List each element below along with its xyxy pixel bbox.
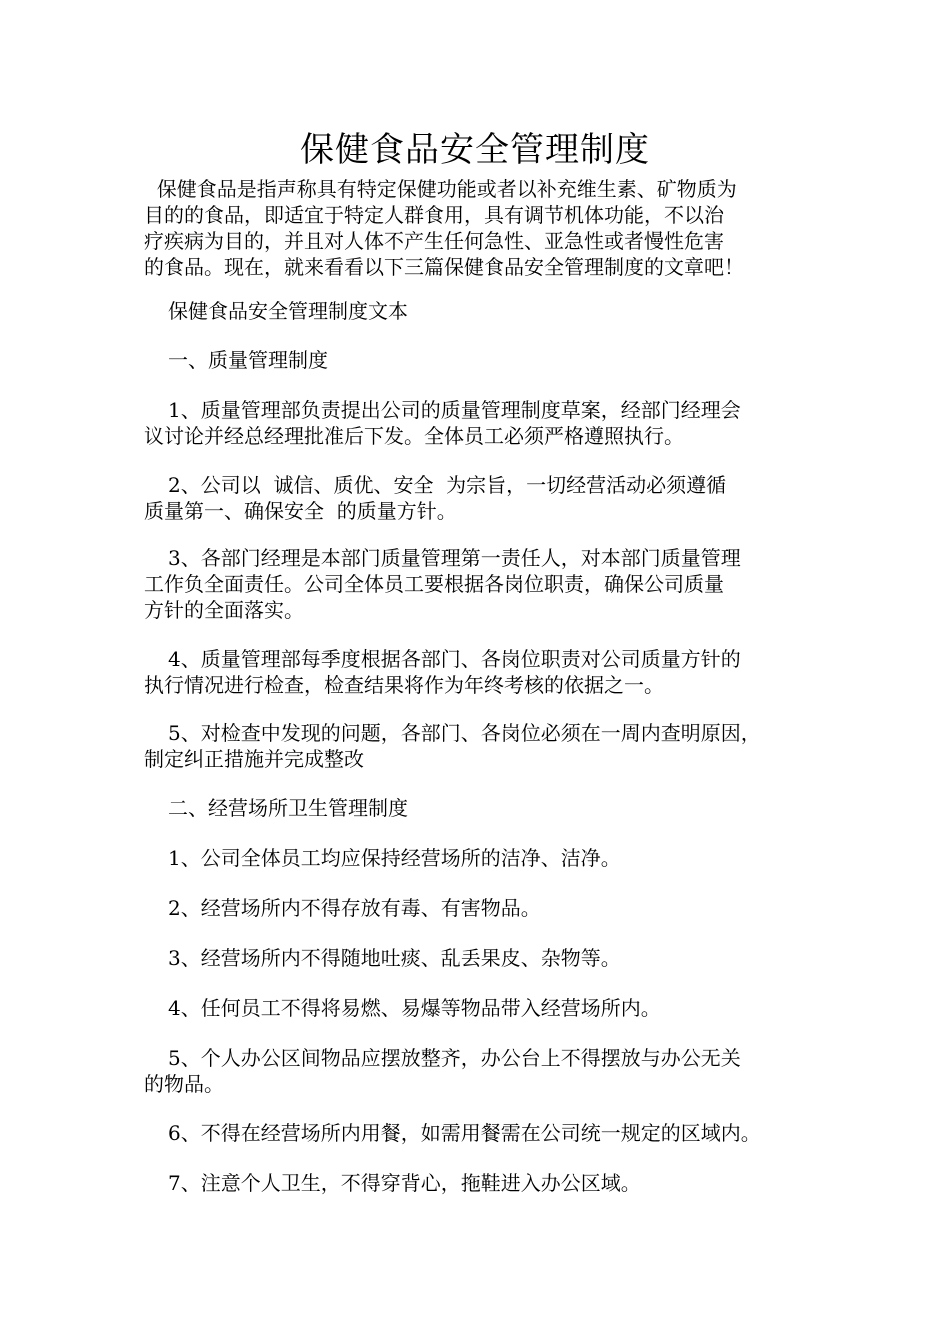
- section1-heading-text: 一、质量管理制度: [168, 348, 328, 372]
- section1-item-5: [144, 720, 834, 772]
- section1-item-3: [144, 545, 834, 623]
- intro-line: 的食品。现在，就来看看以下三篇保健食品安全管理制度的文章吧！: [144, 255, 744, 279]
- item-line: 4、质量管理部每季度根据各部门、各岗位职责对公司质量方针的: [168, 647, 741, 671]
- item-line: 6、不得在经营场所内用餐，如需用餐需在公司统一规定的区域内。: [168, 1121, 761, 1145]
- subtitle-text: 保健食品安全管理制度文本: [168, 299, 408, 323]
- item-line: 工作负全面责任。公司全体员工要根据各岗位职责，确保公司质量: [144, 572, 724, 596]
- item-line: 5、个人办公区间物品应摆放整齐，办公台上不得摆放与办公无关: [168, 1046, 741, 1070]
- section2-item-7: [144, 1170, 858, 1196]
- section1-item-2: [144, 472, 834, 524]
- item-line: 7、注意个人卫生，不得穿背心，拖鞋进入办公区域。: [168, 1171, 641, 1195]
- intro-line: 目的的食品，即适宜于特定人群食用，具有调节机体功能，不以治: [144, 203, 724, 227]
- item-line: 1、公司全体员工均应保持经营场所的洁净、洁净。: [168, 846, 621, 870]
- document-title: 保健食品安全管理制度: [300, 130, 650, 170]
- section2-item-2: [144, 895, 858, 921]
- item-line: 执行情况进行检查，检查结果将作为年终考核的依据之一。: [144, 673, 664, 697]
- section2-item-3: [144, 945, 858, 971]
- subtitle: [144, 298, 858, 324]
- section2-item-4: [144, 995, 858, 1021]
- section2-item-5: [144, 1045, 834, 1097]
- item-line: 方针的全面落实。: [144, 598, 304, 622]
- intro-paragraph: [144, 176, 834, 280]
- item-line: 2、公司以 诚信、质优、安全 为宗旨，一切经营活动必须遵循: [168, 473, 727, 497]
- section2-item-6: [144, 1120, 858, 1146]
- intro-line: 疗疾病为目的，并且对人体不产生任何急性、亚急性或者慢性危害: [144, 229, 724, 253]
- item-line: 3、经营场所内不得随地吐痰、乱丢果皮、杂物等。: [168, 946, 621, 970]
- section2-heading: [144, 795, 858, 821]
- item-line: 1、质量管理部负责提出公司的质量管理制度草案，经部门经理会: [168, 398, 741, 422]
- section1-heading: [144, 347, 858, 373]
- item-line: 3、各部门经理是本部门质量管理第一责任人，对本部门质量管理: [168, 546, 741, 570]
- item-line: 2、经营场所内不得存放有毒、有害物品。: [168, 896, 541, 920]
- item-line: 质量第一、确保安全 的质量方针。: [144, 499, 457, 523]
- item-line: 议讨论并经总经理批准后下发。全体员工必须严格遵照执行。: [144, 424, 684, 448]
- section1-item-4: [144, 646, 834, 698]
- intro-line: 保健食品是指声称具有特定保健功能或者以补充维生素、矿物质为: [144, 177, 737, 201]
- item-line: 5、对检查中发现的问题，各部门、各岗位必须在一周内查明原因，: [168, 721, 761, 745]
- item-line: 4、任何员工不得将易燃、易爆等物品带入经营场所内。: [168, 996, 661, 1020]
- section2-heading-text: 二、经营场所卫生管理制度: [168, 796, 408, 820]
- item-line: 的物品。: [144, 1072, 224, 1096]
- section1-item-1: [144, 397, 834, 449]
- section2-item-1: [144, 845, 858, 871]
- item-line: 制定纠正措施并完成整改: [144, 747, 364, 771]
